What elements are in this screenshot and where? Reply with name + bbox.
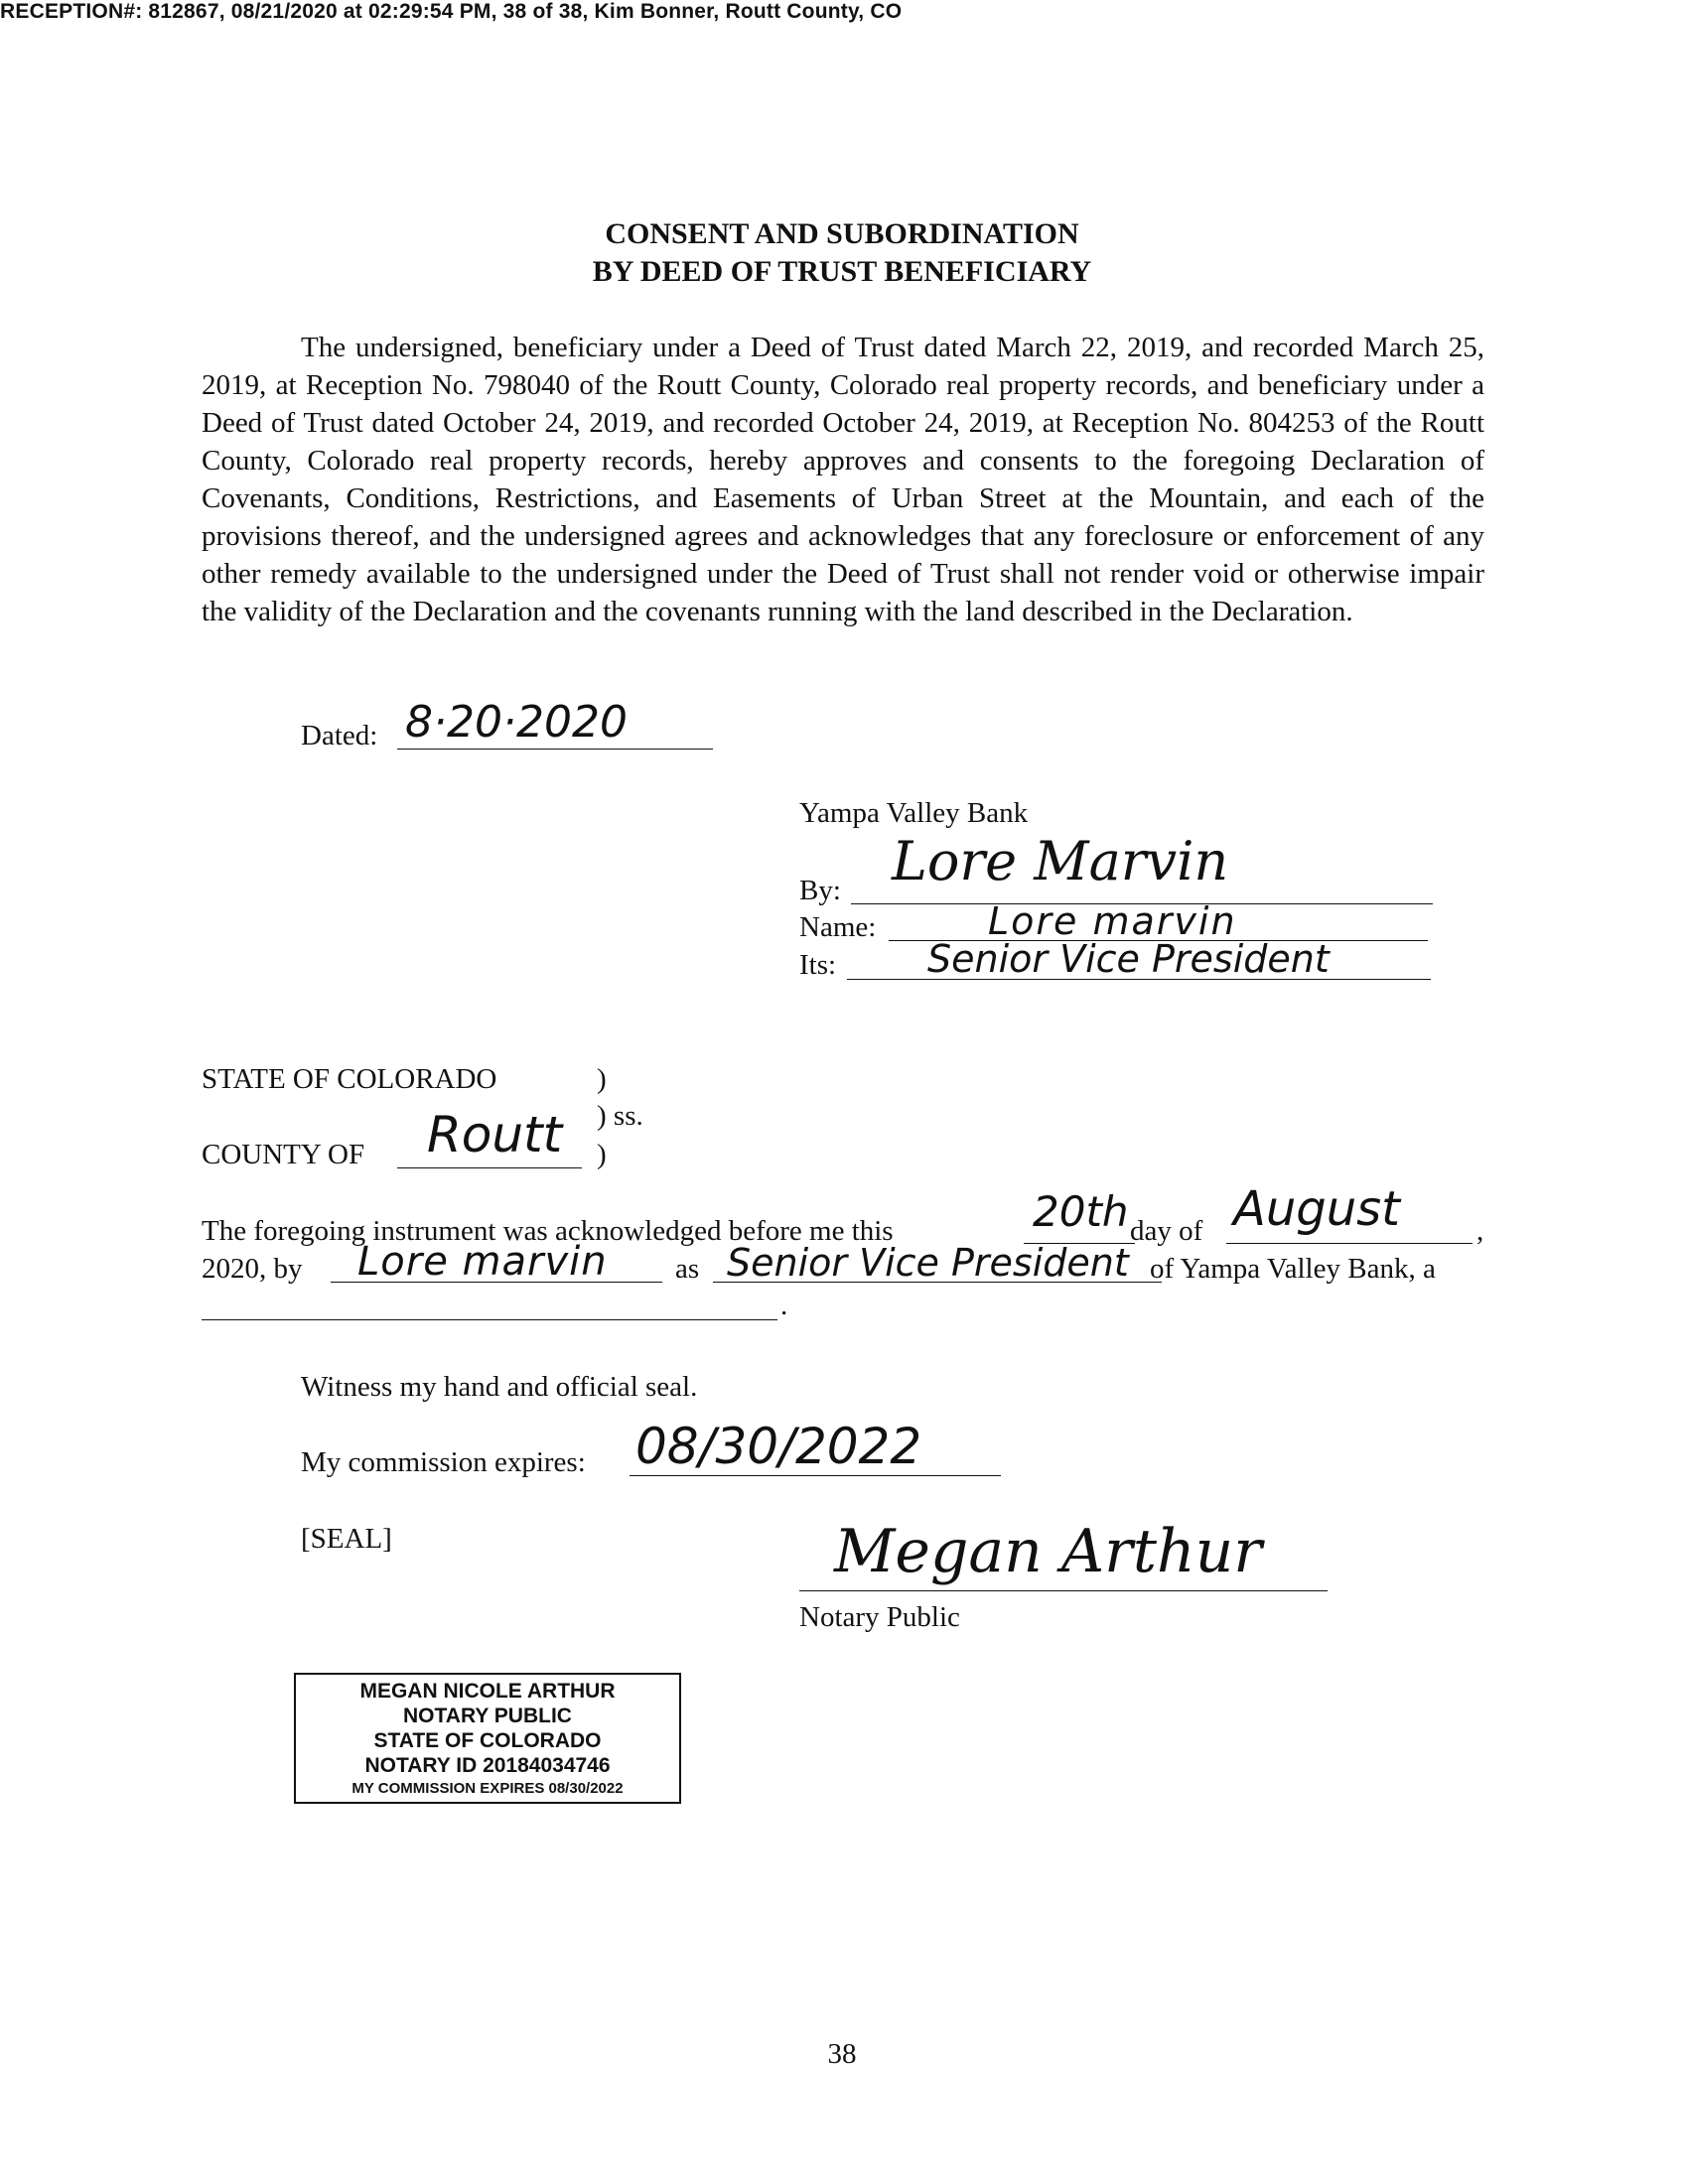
by-label: By: <box>799 875 841 906</box>
venue-paren-2: ) <box>597 1139 607 1170</box>
venue-state: STATE OF COLORADO <box>202 1063 497 1095</box>
commission-label: My commission expires: <box>301 1446 586 1478</box>
ack-period: . <box>780 1290 788 1321</box>
ack-month: August <box>1233 1181 1400 1237</box>
commission-handwritten: 08/30/2022 <box>635 1418 922 1475</box>
ack-person: Lore marvin <box>357 1239 608 1285</box>
commission-line <box>630 1475 1001 1476</box>
recording-header: RECEPTION#: 812867, 08/21/2020 at 02:29:54 PM, 38 of 38, Kim Bonner, Routt County, CO <box>0 0 903 23</box>
consent-paragraph: The undersigned, beneficiary under a Deed of Trust dated March 22, 2019, and recorded March 25, 2019, at Reception No. 798040 of the Routt County, Colorado real property records, and beneficiary under a Deed of Trust dated October 24, 2019, and recorded October 24, 2019, at Reception No. 804253 of the Routt County, Colorado real property records, hereby approves and consents to the foregoing Declaration of Covenants, Conditions, Restrictions, and Easements of Urban Street at the Mountain, and each of the provisions thereof, and the undersigned agrees and acknowledges that any foreclosure or enforcement of any other remedy available to the undersigned under the Deed of Trust shall not render void or otherwise impair the validity of the Declaration and the covenants running with the land described in the Declaration. <box>202 332 1484 627</box>
its-handwritten: Senior Vice President <box>927 937 1330 981</box>
title-line-1: CONSENT AND SUBORDINATION <box>605 217 1079 250</box>
notary-signature-line <box>799 1590 1328 1591</box>
by-signature: Lore Marvin <box>892 830 1229 892</box>
ack-text-3: 2020, by <box>202 1253 303 1285</box>
venue-paren-1: ) <box>597 1063 607 1095</box>
page-number: 38 <box>827 2038 857 2070</box>
name-handwritten: Lore marvin <box>988 899 1237 943</box>
seal-label: [SEAL] <box>301 1523 392 1555</box>
dated-line <box>397 749 713 750</box>
county-handwritten: Routt <box>427 1106 563 1163</box>
month-line <box>1226 1243 1473 1244</box>
ack-text-4: as <box>675 1253 700 1285</box>
ack-text-2: day of <box>1130 1215 1203 1247</box>
venue-ss: ) ss. <box>597 1100 643 1132</box>
its-label: Its: <box>799 949 837 981</box>
ack-text-5: of Yampa Valley Bank, a <box>1150 1253 1436 1285</box>
county-line <box>397 1167 582 1168</box>
title-line-2: BY DEED OF TRUST BENEFICIARY <box>592 255 1092 288</box>
stamp-line-4: NOTARY ID 20184034746 <box>364 1754 611 1777</box>
ack-text-1: The foregoing instrument was acknowledged before me this <box>202 1215 894 1247</box>
ack-day: 20th <box>1033 1187 1129 1236</box>
dated-label: Dated: <box>301 720 378 751</box>
stamp-line-2: NOTARY PUBLIC <box>403 1705 572 1727</box>
document-title <box>0 215 1684 291</box>
name-label: Name: <box>799 911 877 943</box>
stamp-line-5: MY COMMISSION EXPIRES 08/30/2022 <box>351 1780 624 1797</box>
stamp-line-3: STATE OF COLORADO <box>373 1729 602 1752</box>
notary-signature: Megan Arthur <box>834 1517 1262 1586</box>
bank-name: Yampa Valley Bank <box>799 797 1029 829</box>
notary-public-label: Notary Public <box>799 1601 960 1633</box>
stamp-line-1: MEGAN NICOLE ARTHUR <box>359 1680 616 1703</box>
notary-stamp <box>294 1673 681 1804</box>
venue-county-label: COUNTY OF <box>202 1139 365 1170</box>
ack-comma: , <box>1476 1215 1484 1247</box>
ack-title: Senior Vice President <box>727 1241 1129 1285</box>
entity-type-line <box>202 1319 777 1320</box>
dated-handwritten: 8·20·2020 <box>405 697 628 748</box>
witness-text: Witness my hand and official seal. <box>301 1371 698 1403</box>
